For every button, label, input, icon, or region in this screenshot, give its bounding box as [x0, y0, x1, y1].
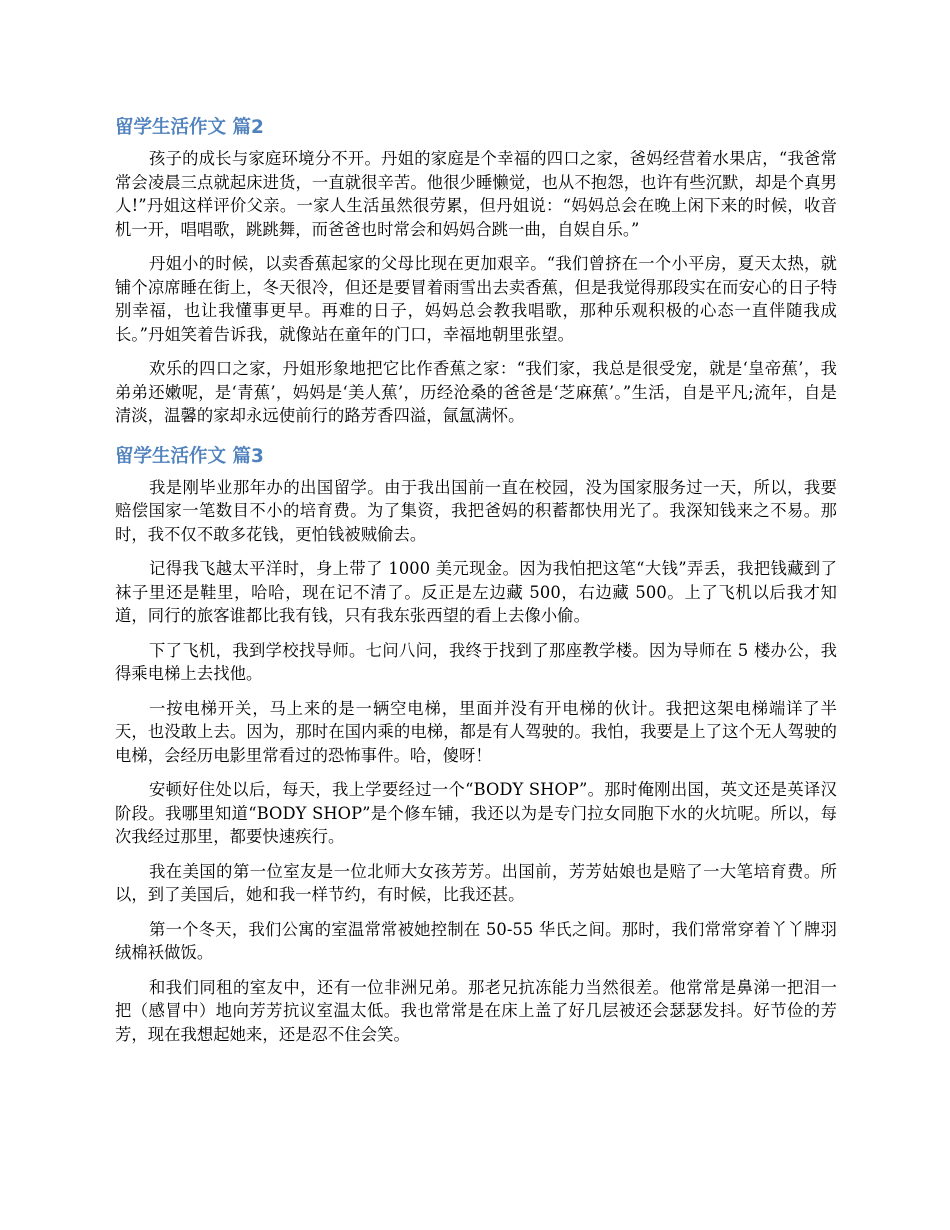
essay-section-2	[115, 112, 837, 428]
paragraph: 孩子的成长与家庭环境分不开。丹姐的家庭是个幸福的四口之家，爸妈经营着水果店，“我爸常常会凌晨三点就起床进货，一直就很辛苦。他很少睡懒觉，也从不抱怨，也许有些沉默，却是个真男人!”丹姐这样评价父亲。一家人生活虽然很劳累，但丹姐说：“妈妈总会在晚上闲下来的时候，收音机一开，唱唱歌，跳跳舞，而爸爸也时常会和妈妈合跳一曲，自娱自乐。”	[115, 149, 837, 239]
paragraph: 安顿好住处以后，每天，我上学要经过一个“BODY SHOP”。那时俺刚出国，英文还是英译汉阶段。我哪里知道“BODY SHOP”是个修车铺，我还以为是专门拉女同胞下水的火坑呢。所以，每次我经过那里，都要快速疾行。	[115, 780, 837, 846]
essay-section-3	[115, 441, 837, 1047]
paragraph: 和我们同租的室友中，还有一位非洲兄弟。那老兄抗冻能力当然很差。他常常是鼻涕一把泪一把（感冒中）地向芳芳抗议室温太低。我也常常是在床上盖了好几层被还会瑟瑟发抖。好节俭的芳芳，现在我想起她来，还是忍不住会笑。	[115, 977, 837, 1044]
paragraph: 下了飞机，我到学校找导师。七问八问，我终于找到了那座教学楼。因为导师在 5 楼办公，我得乘电梯上去找他。	[115, 640, 837, 683]
paragraph: 一按电梯开关，马上来的是一辆空电梯，里面并没有开电梯的伙计。我把这架电梯端详了半天，也没敢上去。因为，那时在国内乘的电梯，都是有人驾驶的。我怕，我要是上了这个无人驾驶的电梯，会经历电影里常看过的恐怖事件。哈，傻呀！	[115, 698, 837, 765]
paragraph: 第一个冬天，我们公寓的室温常常被她控制在 50-55 华氏之间。那时，我们常常穿着丫丫牌羽绒棉袄做饭。	[115, 919, 837, 962]
paragraph: 记得我飞越太平洋时，身上带了 1000 美元现金。因为我怕把这笔“大钱”弄丢，我把钱藏到了袜子里还是鞋里，哈哈，现在记不清了。反正是左边藏 500，右边藏 500。上了飞机以后我才知道，同行的旅客谁都比我有钱，只有我东张西望的看上去像小偷。	[115, 559, 837, 625]
paragraph: 丹姐小的时候，以卖香蕉起家的父母比现在更加艰辛。“我们曾挤在一个小平房，夏天太热，就铺个凉席睡在街上，冬天很冷，但还是要冒着雨雪出去卖香蕉，但是我觉得那段实在而安心的日子特别幸福，也让我懂事更早。再难的日子，妈妈总会教我唱歌，那种乐观积极的心态一直伴随我成长。”丹姐笑着告诉我，就像站在童年的门口，幸福地朝里张望。	[115, 254, 837, 344]
section-title: 留学生活作文 篇2	[115, 117, 264, 138]
paragraph: 欢乐的四口之家，丹姐形象地把它比作香蕉之家：“我们家，我总是很受宠，就是‘皇帝蕉’，我弟弟还嫩呢，是‘青蕉’，妈妈是‘美人蕉’，历经沧桑的爸爸是‘芝麻蕉’。”生活，自是平凡;流年，自是清淡，温馨的家却永远使前行的路芳香四溢，氤氲满怀。	[115, 359, 837, 425]
document-body	[115, 112, 837, 1057]
paragraph: 我是刚毕业那年办的出国留学。由于我出国前一直在校园，没为国家服务过一天，所以，我要赔偿国家一笔数目不小的培育费。为了集资，我把爸妈的积蓄都快用光了。我深知钱来之不易。那时，我不仅不敢多花钱，更怕钱被贼偷去。	[115, 477, 837, 544]
paragraph: 我在美国的第一位室友是一位北师大女孩芳芳。出国前，芳芳姑娘也是赔了一大笔培育费。所以，到了美国后，她和我一样节约，有时候，比我还甚。	[115, 861, 837, 904]
section-title: 留学生活作文 篇3	[115, 445, 264, 467]
